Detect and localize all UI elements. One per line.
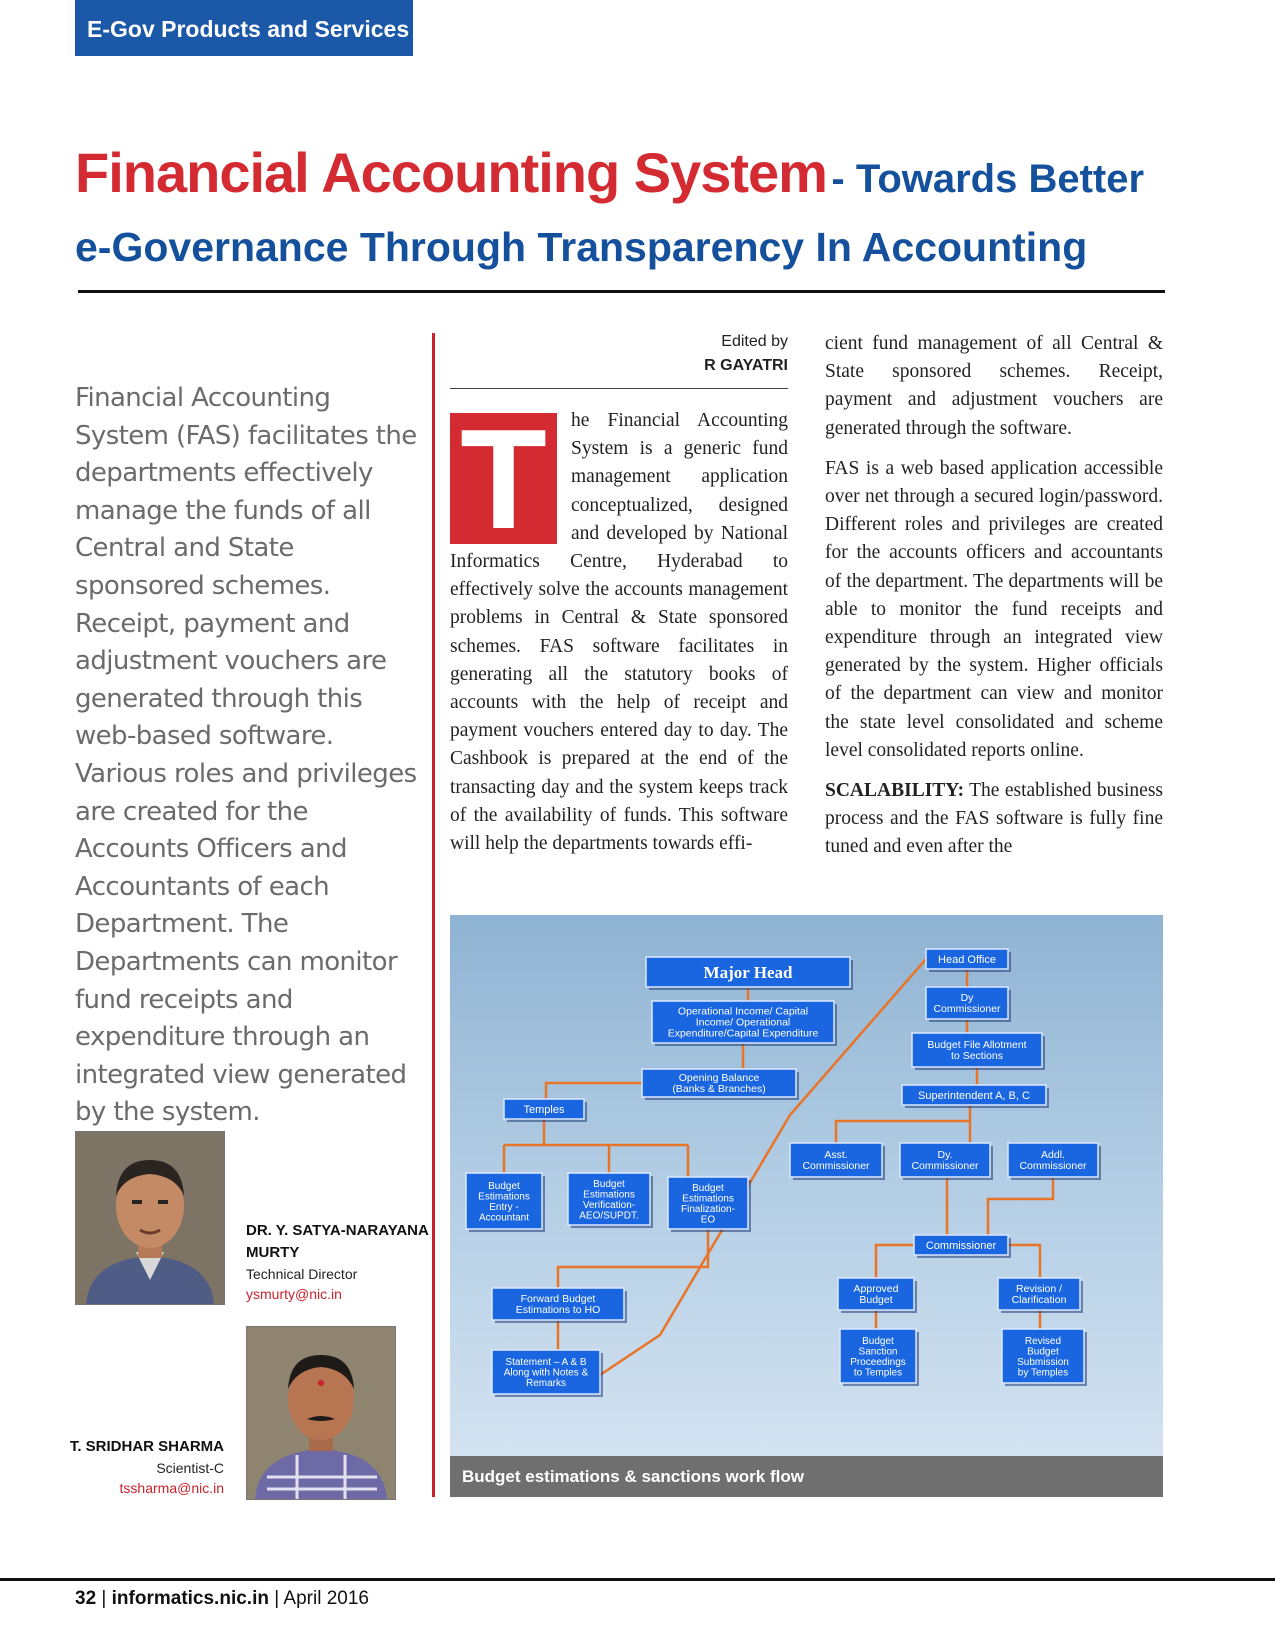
author-email[interactable]: ysmurty@nic.in bbox=[246, 1286, 342, 1302]
flow-node-label: Asst. bbox=[824, 1149, 848, 1162]
author-name: T. SRIDHAR SHARMA bbox=[69, 1438, 224, 1455]
flow-node-sanction bbox=[840, 1329, 919, 1386]
flow-node-label: Statement – A & B bbox=[505, 1357, 587, 1368]
flow-node-file-allot bbox=[912, 1033, 1045, 1070]
author-role: Technical Director bbox=[246, 1266, 358, 1282]
author-photo bbox=[75, 1131, 225, 1305]
flow-node-label: Income/ Operational bbox=[695, 1016, 791, 1029]
flow-node-label: Finalization- bbox=[681, 1203, 735, 1215]
flow-node-label: Budget File Allotment bbox=[927, 1039, 1027, 1052]
flow-connector bbox=[558, 1229, 708, 1288]
flow-node-forward bbox=[492, 1288, 627, 1323]
flow-node-label: Commissioner bbox=[925, 1239, 997, 1252]
flow-node-dy-comm bbox=[926, 987, 1011, 1022]
scalability-label: SCALABILITY: bbox=[825, 780, 965, 802]
flow-node-label: Dy. bbox=[937, 1149, 953, 1162]
title-main: Financial Accounting System bbox=[75, 141, 827, 204]
workflow-figure bbox=[450, 915, 1163, 1497]
flow-node-addl bbox=[1008, 1143, 1101, 1180]
footer-date: April 2016 bbox=[283, 1588, 369, 1609]
flow-node-operational bbox=[652, 1001, 837, 1046]
page-footer: 32 | informatics.nic.in | April 2016 bbox=[75, 1588, 369, 1609]
figure-caption: Budget estimations & sanctions work flow bbox=[450, 1456, 1163, 1497]
flow-node-label: Major Head bbox=[703, 962, 793, 982]
flow-node-label: Remarks bbox=[525, 1378, 567, 1389]
editor-name: R GAYATRI bbox=[704, 357, 788, 374]
flow-node-label: Along with Notes & bbox=[503, 1367, 589, 1379]
body-column-2 bbox=[825, 330, 1163, 862]
flow-connector bbox=[504, 1119, 688, 1177]
flow-node-opening bbox=[642, 1069, 799, 1100]
author-card bbox=[246, 1220, 446, 1304]
flow-node-statement bbox=[492, 1350, 603, 1397]
flow-node-label: EO bbox=[700, 1214, 716, 1226]
flow-node-label: Commissioner bbox=[802, 1160, 870, 1173]
flow-node-label: Commissioner bbox=[933, 1003, 1001, 1016]
flow-node-label: Budget bbox=[488, 1180, 520, 1192]
flow-node-label: Estimations bbox=[682, 1193, 734, 1205]
edited-by-rule bbox=[450, 388, 788, 389]
flow-node-label: Budget bbox=[692, 1182, 724, 1194]
flow-node-b-final bbox=[668, 1177, 751, 1232]
flow-connector bbox=[836, 1105, 970, 1143]
flow-node-label: Entry - bbox=[489, 1201, 519, 1213]
flow-node-revision bbox=[998, 1278, 1083, 1313]
flow-node-label: Verification- bbox=[582, 1199, 636, 1211]
flow-node-label: Forward Budget bbox=[520, 1293, 596, 1306]
flow-node-label: Proceedings bbox=[850, 1356, 906, 1368]
body-paragraph: FAS is a web based application accessible over net through a secured login/password. Different roles and privileges are created for the accounts officers and accountants of the department. The departments will be able to monitor the fund receipts and expenditure through an integrated view generated by the system. Higher officials of the department can view and monitor the state level consolidated and scheme level consolidated reports online. bbox=[825, 457, 1163, 761]
flow-node-label: Budget bbox=[862, 1335, 894, 1347]
flow-node-label: Approved bbox=[853, 1283, 899, 1296]
flow-node-label: Revision / bbox=[1015, 1283, 1063, 1296]
body-paragraph: cient fund management of all Central & State sponsored schemes. Receipt, payment and adjustment vouchers are generated through the software. bbox=[825, 333, 1163, 439]
edited-by-label: Edited by bbox=[721, 333, 788, 350]
flow-node-dy2 bbox=[900, 1143, 993, 1180]
flow-node-label: Head Office bbox=[938, 953, 996, 966]
flow-node-label: Estimations bbox=[583, 1189, 635, 1201]
title-suffix: - Towards Better bbox=[831, 157, 1145, 201]
flow-node-label: Clarification bbox=[1011, 1294, 1067, 1307]
workflow-diagram bbox=[450, 915, 1163, 1456]
flow-node-label: by Temples bbox=[1017, 1367, 1069, 1379]
flow-connector bbox=[947, 1177, 1053, 1235]
flow-node-label: to Sections bbox=[951, 1050, 1003, 1063]
flow-node-approved bbox=[838, 1278, 917, 1313]
pull-quote: Financial Accounting System (FAS) facilitates the departments effectively manage the funds of all Central and State sponsored schemes. Receipt, payment and adjustment vouchers are generated through this web-based software. Various roles and privileges are created for the Accounts Officers and Accountants of each Department. The Departments can monitor fund receipts and expenditure through an integrated view generated by the system. bbox=[75, 383, 417, 1128]
flow-node-label: Budget bbox=[859, 1294, 893, 1307]
body-column-1 bbox=[450, 400, 788, 858]
flow-node-asst bbox=[790, 1143, 885, 1180]
footer-rule bbox=[0, 1578, 1275, 1581]
flow-node-b-verify bbox=[568, 1173, 653, 1228]
author-role: Scientist-C bbox=[156, 1460, 224, 1476]
flow-node-label: AEO/SUPDT. bbox=[579, 1210, 639, 1222]
scalability-text: The established business process and the FAS software is fully fine tuned and even after the bbox=[825, 780, 1163, 858]
flow-node-label: Addl. bbox=[1041, 1149, 1065, 1162]
flow-node-supdt bbox=[902, 1085, 1049, 1108]
flow-node-label: Opening Balance bbox=[678, 1072, 760, 1085]
flow-node-label: Estimations bbox=[478, 1191, 530, 1203]
flow-node-label: Revised bbox=[1024, 1335, 1062, 1347]
flow-node-b-entry bbox=[466, 1173, 545, 1232]
flow-node-label: Commissioner bbox=[1019, 1160, 1087, 1173]
page-number: 32 bbox=[75, 1588, 97, 1609]
flow-node-label: Budget bbox=[593, 1178, 625, 1190]
flow-node-label: Commissioner bbox=[911, 1160, 979, 1173]
flow-node-revised bbox=[1002, 1329, 1087, 1386]
column-divider bbox=[432, 333, 435, 1497]
flow-connector bbox=[546, 1083, 642, 1099]
flow-node-label: Sanction bbox=[858, 1346, 898, 1358]
flow-node-temples bbox=[504, 1099, 587, 1122]
drop-cap: T bbox=[450, 413, 557, 544]
scalability-paragraph bbox=[825, 777, 1163, 862]
article-title bbox=[75, 140, 1185, 273]
footer-site[interactable]: informatics.nic.in bbox=[111, 1588, 269, 1609]
author-card bbox=[40, 1436, 224, 1498]
flow-node-label: Temples bbox=[523, 1103, 565, 1116]
flow-node-label: Budget bbox=[1027, 1346, 1059, 1358]
title-line-2: e-Governance Through Transparency In Accounting bbox=[75, 224, 1088, 270]
flow-node-label: Superintendent A, B, C bbox=[918, 1089, 1030, 1102]
flow-node-label: Dy bbox=[960, 992, 974, 1005]
edited-by bbox=[448, 330, 788, 378]
flow-node-label: Accountant bbox=[478, 1212, 530, 1224]
flow-node-head-office bbox=[926, 949, 1011, 972]
flow-node-label: (Banks & Branches) bbox=[672, 1083, 766, 1096]
author-email[interactable]: tssharma@nic.in bbox=[119, 1480, 224, 1496]
body-paragraph: he Financial Accounting System is a generic fund management application conceptualized, designed and developed by National Informatics Centre, Hyderabad to effectively solve the accounts management problems in Central & State sponsored schemes. FAS software facilitates in generating all the statutory books of accounts with the help of receipt and payment vouchers entered day to day. The Cashbook is prepared at the end of the transacting day and the system keeps track of the availability of funds. This software will help the departments towards effi- bbox=[450, 410, 788, 855]
author-name: DR. Y. SATYA-NARAYANA MURTY bbox=[246, 1222, 429, 1261]
flow-node-commissioner bbox=[914, 1235, 1011, 1258]
section-tag: E-Gov Products and Services bbox=[75, 0, 413, 56]
flow-node-label: Operational Income/ Capital bbox=[677, 1005, 809, 1018]
flow-node-label: to Temples bbox=[853, 1367, 903, 1379]
flow-node-major-head bbox=[646, 957, 853, 990]
flow-node-label: Submission bbox=[1017, 1356, 1069, 1368]
title-divider bbox=[78, 290, 1165, 293]
author-photo bbox=[246, 1326, 396, 1500]
flow-node-label: Estimations to HO bbox=[515, 1304, 601, 1317]
flow-node-label: Expenditure/Capital Expenditure bbox=[667, 1027, 819, 1040]
